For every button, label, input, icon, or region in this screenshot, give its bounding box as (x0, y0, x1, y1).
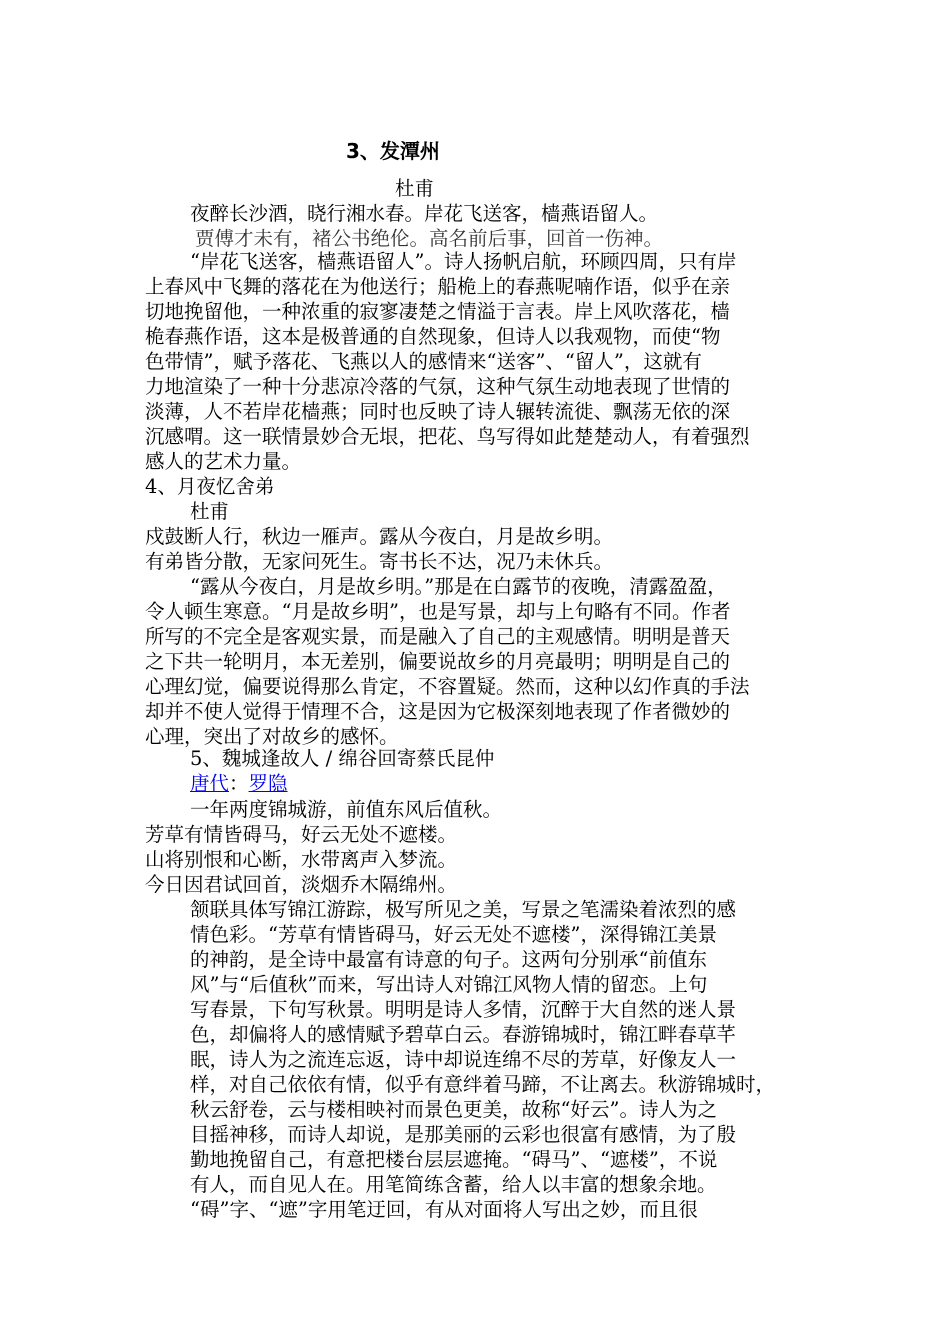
section-5-comment-line: 风”与“后值秋”而来，写出诗人对锦江风物人情的留恋。上句 (190, 973, 708, 996)
section-5-byline (190, 772, 288, 796)
section-4-comment-line: “露从今夜白，月是故乡明。”那是在白露节的夜晚，清露盈盈， (190, 575, 727, 598)
section-4-title: 4、月夜忆舍弟 (145, 475, 275, 498)
section-5-poem-line: 山将别恨和心断，水带离声入梦流。 (145, 848, 458, 871)
section-3-comment-line: 桅春燕作语，这本是极普通的自然现象，但诗人以我观物，而使“物 (145, 325, 721, 348)
section-3-comment-line: 色带情”，赋予落花、飞燕以人的感情来“送客”、“留人”，这就有 (145, 350, 702, 373)
section-3-author: 杜甫 (395, 177, 435, 200)
section-5-comment-line: 色，却偏将人的感情赋予碧草白云。春游锦城时，锦江畔春草芊 (190, 1023, 737, 1046)
section-4-comment-line: 令人顿生寒意。“月是故乡明”，也是写景，却与上句略有不同。作者 (145, 600, 731, 623)
section-3-comment-line: 力地渲染了一种十分悲凉冷落的气氛，这种气氛生动地表现了世情的 (145, 375, 731, 398)
section-5-comment-line: 样，对自己依依有情，似乎有意绊着马蹄，不让离去。秋游锦城时， (190, 1073, 776, 1096)
section-4-comment-line: 却并不使人觉得于情理不合，这是因为它极深刻地表现了作者微妙的 (145, 700, 731, 723)
section-4-comment-line: 之下共一轮明月，本无差别，偏要说故乡的月亮最明；明明是自己的 (145, 650, 731, 673)
section-3-comment-line: “岸花飞送客，樯燕语留人”。诗人扬帆启航，环顾四周，只有岸 (190, 250, 737, 273)
section-5-poem-line: 芳草有情皆碍马，好云无处不遮楼。 (145, 823, 458, 846)
section-3-comment-line: 淡薄，人不若岸花樯燕；同时也反映了诗人辗转流徙、飘荡无依的深 (145, 400, 731, 423)
section-5-comment-line: 有人，而自见人在。用笔简练含蓄，给人以丰富的想象余地。 (190, 1173, 717, 1196)
section-3-comment-line: 感人的艺术力量。 (145, 450, 302, 473)
section-4-comment-line: 心理幻觉，偏要说得那么肯定，不容置疑。然而，这种以幻作真的手法 (145, 675, 750, 698)
section-4-poem-line: 戍鼓断人行，秋边一雁声。露从今夜白，月是故乡明。 (145, 525, 614, 548)
section-4-comment-line: 所写的不完全是客观实景，而是融入了自己的主观感情。明明是普天 (145, 625, 731, 648)
section-4-comment-line: 心理，突出了对故乡的感怀。 (145, 725, 399, 748)
section-5-poem-line: 今日因君试回首，淡烟乔木隔绵州。 (145, 873, 458, 896)
author-link[interactable]: 罗隐 (248, 772, 288, 795)
byline-separator: ： (229, 772, 249, 795)
section-3-comment-line: 沉感喟。这一联情景妙合无垠，把花、鸟写得如此楚楚动人，有着强烈 (145, 425, 750, 448)
section-3-title: 3、发潭州 (346, 139, 440, 163)
dynasty-link[interactable]: 唐代 (190, 772, 230, 795)
section-5-comment-line: 勤地挽留自己，有意把楼台层层遮掩。“碍马”、“遮楼”，不说 (190, 1148, 718, 1171)
section-5-comment-line: 的神韵，是全诗中最富有诗意的句子。这两句分别承“前值东 (190, 948, 707, 971)
section-3-poem-line: 夜醉长沙酒，晓行湘水春。岸花飞送客，樯燕语留人。 (190, 202, 659, 225)
section-5-comment-line: 眠，诗人为之流连忘返，诗中却说连绵不尽的芳草，好像友人一 (190, 1048, 737, 1071)
section-5-poem-line: 一年两度锦城游，前值东风后值秋。 (190, 798, 503, 821)
section-5-title: 5、魏城逢故人 / 绵谷回寄蔡氏昆仲 (190, 747, 495, 770)
section-5-comment-line: 颔联具体写锦江游踪，极写所见之美，写景之笔濡染着浓烈的感 (190, 898, 737, 921)
section-5-comment-line: 秋云舒卷，云与楼相映衬而景色更美，故称“好云”。诗人为之 (190, 1098, 717, 1121)
section-5-comment-line: “碍”字、“遮”字用笔迂回，有从对面将人写出之妙，而且很 (190, 1198, 698, 1221)
section-5-comment-line: 目摇神移，而诗人却说，是那美丽的云彩也很富有感情，为了殷 (190, 1123, 737, 1146)
section-3-comment-line: 上春风中飞舞的落花在为他送行；船桅上的春燕呢喃作语，似乎在亲 (145, 275, 731, 298)
section-4-author: 杜甫 (190, 500, 230, 523)
section-3-comment-line: 切地挽留他，一种浓重的寂寥凄楚之情溢于言表。岸上风吹落花，樯 (145, 300, 731, 323)
section-4-poem-line: 有弟皆分散，无家问死生。寄书长不达，况乃未休兵。 (145, 550, 614, 573)
section-5-comment-line: 写春景，下句写秋景。明明是诗人多情，沉醉于大自然的迷人景 (190, 998, 737, 1021)
section-5-comment-line: 情色彩。“芳草有情皆碍马，好云无处不遮楼”，深得锦江美景 (190, 923, 717, 946)
section-3-poem-line: 贾傅才未有，褚公书绝伦。高名前后事，回首一伤神。 (195, 227, 664, 250)
